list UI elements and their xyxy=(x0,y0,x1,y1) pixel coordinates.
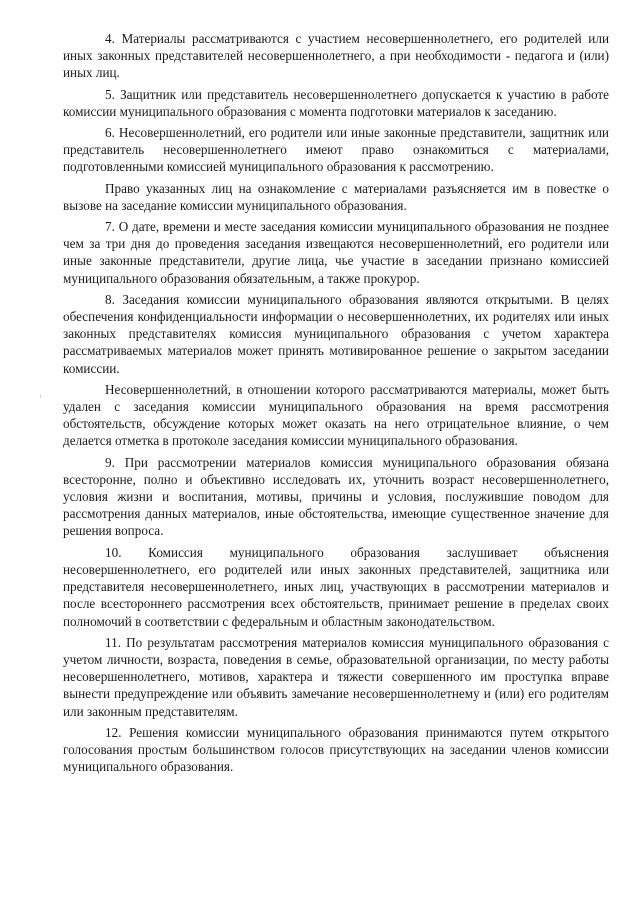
paragraph-6: 6. Несовершеннолетний, его родители или иные законные представители, защитник или представитель несовершеннолетнего имеют право ознакомиться с материалами, подготовленными комиссией муниципального образования к рассмотрению. xyxy=(63,125,609,175)
paragraph-8: 8. Заседания комиссии муниципального образования являются открытыми. В целях обеспечения конфиденциальности информации о несовершеннолетних, их родителях или иных законных представителях комиссия муниципального образования с учетом характера рассматриваемых материалов может принять мотивированное решение о закрытом заседании комиссии. xyxy=(63,291,609,376)
paragraph-9: 9. При рассмотрении материалов комиссия муниципального образования обязана всесторонне, полно и объективно исследовать их, уточнить возраст несовершеннолетнего, условия жизни и воспитания, мотивы, причины и условия, послужившие поводом для рассмотрения данных материалов, иные обстоятельства, имеющие существенное значение для решения вопроса. xyxy=(63,454,609,539)
paragraph-7: 7. О дате, времени и месте заседания комиссии муниципального образования не позднее чем за три дня до проведения заседания извещаются несовершеннолетний, его родители или иные законные представители, другие лица, чье участие в заседании признано комиссией муниципального образования обязательным, а также прокурор. xyxy=(63,219,609,286)
paragraph-5: 5. Защитник или представитель несовершеннолетнего допускается к участию в работе комиссии муниципального образования с момента подготовки материалов к заседанию. xyxy=(63,86,609,119)
paragraph-4: 4. Материалы рассматриваются с участием несовершеннолетнего, его родителей или иных законных представителей несовершеннолетнего, а при необходимости - педагога и (или) иных лиц. xyxy=(63,31,609,81)
paragraph-10: 10. Комиссия муниципального образования заслушивает объяснения несовершеннолетнего, его родителей или иных законных представителей, защитника или представителя несовершеннолетнего, иных лиц, участвующих в рассмотрении материалов и после всестороннего рассмотрения всех обстоятельств, принимает решение в пределах своих полномочий в соответствии с федеральным и областным законодательством. xyxy=(63,544,609,629)
document-page xyxy=(63,30,609,779)
paragraph-12: 12. Решения комиссии муниципального образования принимаются путем открытого голосования простым большинством голосов присутствующих на заседании членов комиссии муниципального образования. xyxy=(63,724,609,775)
paragraph-11: 11. По результатам рассмотрения материалов комиссия муниципального образования с учетом личности, возраста, поведения в семье, образовательной организации, по месту работы несовершеннолетнего, мотивов, характера и тяжести совершенного им проступка вправе вынести предупреждение или объявить замечание несовершеннолетнему и (или) его родителям или законным представителям. xyxy=(63,634,609,719)
paragraph-6-continued: Право указанных лиц на ознакомление с материалами разъясняется им в повестке о вызове на заседание комиссии муниципального образования. xyxy=(63,180,609,213)
margin-mark xyxy=(40,395,41,398)
paragraph-8-continued: Несовершеннолетний, в отношении которого рассматриваются материалы, может быть удален с заседания комиссии муниципального образования на время рассмотрения обстоятельств, обсуждение которых может оказать на него отрицательное влияние, о чем делается отметка в протоколе заседания комиссии муниципального образования. xyxy=(63,381,609,449)
